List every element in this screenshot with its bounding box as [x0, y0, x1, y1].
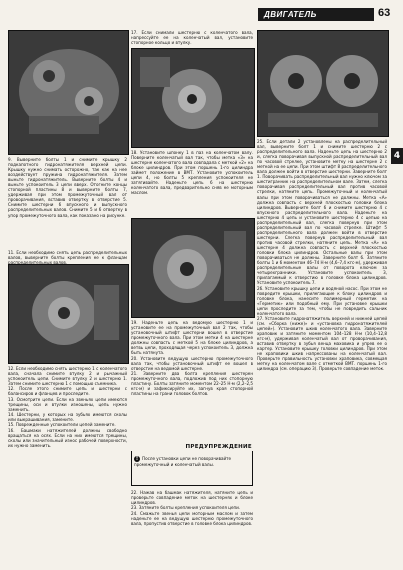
- paragraph: 16. Башмаки натяжителей должны свободно вращаться на осях. Если на них имеются трещины, сколы или значительный износ рабочей поверхности, их нужно заменить.: [8, 427, 127, 448]
- text-column-3: [257, 139, 387, 372]
- text-column-2-bottom: [131, 490, 253, 526]
- warning-text: ! После установки цепи не поворачивайте промежуточный и коленчатый валы.: [134, 456, 232, 467]
- paragraph: 26. Установите крышку цепи и водяной насос. При этом не повредите крышки, прилегающие к блоку цилиндров и головке блока, нанесите полимерный герметик на «Герметик» или подобный ему. При установке крышки цепи проследите за тем, чтобы не повредить сальник коленчатого вала.: [257, 285, 387, 316]
- paragraph: 18. Установите шпонку 1 в паз на коленчатом валу. Поверните коленчатый вал так, чтобы метка «3» на шестерне коленчатого вала совпадала с меткой «2» на блоке цилиндров. При этом поршень 1-го цилиндра займет положение в ВМТ. Установите успокоитель цепи 4, но болты 5 крепления успокоителя не затягивайте. Наденьте цепь 6 на шестерню коленчатого вала, предварительно сняв ее моторным маслом.: [131, 150, 253, 196]
- page-number: 63: [378, 7, 391, 19]
- text-column-1b: [8, 366, 127, 448]
- text-column-2-mid: [131, 320, 253, 396]
- text-column-1c: [8, 250, 127, 265]
- paragraph: 20. Установите ведущую шестерню промежуточного вала так, чтобы установочный штифт ее вошел в отверстие на ведомой шестерне.: [131, 355, 253, 371]
- paragraph: 19. Наденьте цепь на ведомую шестерню 1 и установите ее на промежуточный вал 2 так, чтобы установочный штифт шестерни вошел в отверстие промежуточного вала. При этом метки 4 на шестерне должны совпасть с меткой 5 на блоке цилиндров, а ветвь цепи, проходящая через успокоитель 3, должна быть натянута.: [131, 320, 253, 356]
- paragraph: 21. Заверните два болта крепления шестерен промежуточного вала, подложив под них стопорную пластину. Болты затяните моментом 22–25 Н·м (2,2–2,5 кгс·м) и зафиксируйте их, загнув края стопорной пластины на грани головок болтов.: [131, 370, 253, 397]
- text-column-2-top: [131, 30, 253, 45]
- section-header: ДВИГАТЕЛЬ: [258, 8, 374, 21]
- figure-intermediate-shaft: [131, 218, 255, 318]
- warning-icon: !: [135, 456, 139, 462]
- paragraph: 27. Установите гидронатяжитель верхней и нижней цепей (см. «Сборка (ниже)» и «установка гидронатяжителей цепей»). Установите шкив коленчатого вала. Заверните храповик и затяните моментом 104–128 Н·м (10,4–12,8 кгс·м), удерживая коленчатый вал от проворачивания, вставив отвертку в зубья венца маховика и упрев ее о картер. Установите крышку головки цилиндров. При этом не храповики шкив напрессованы на коленчатый вал. Проверьте правильность установки храповика, совмещая метку на коленчатом вале с отметкой ВМТ. поршень 1-го цилиндра (см. операцию 3). Проверьте совпадение меток.: [257, 316, 387, 372]
- figure-engine-mid-left: [8, 264, 129, 364]
- paragraph: 12. После этого снимите цепь и шестерни с балансиров и фланцев и проследите.: [8, 386, 127, 397]
- figure-crankshaft-gear: [131, 48, 255, 148]
- figure-engine-top-left: [8, 30, 129, 155]
- paragraph: 9. Выверните болты 1 и снимите крышку 2 подкапотного гидронатяжителя верхней цепи. Крышку нужно снимать осторожно, так как на нее воздействует пружина гидронатяжителя. Затем выньте гидронатяжитель. Выверните болты 4 и выньте успокоитель 3 цепи вверх. Отогните концы стопорной пластины 8 и выверните болты 7, удерживая при этом промежуточный вал от проворачивания, вставив отвертку в отверстие 5. Снимите шестерни 6 впускного и выпускного распределительных валов. Снимите 5 и 6 отвертку в упор промежуточного вала, как показано на рисунке.: [8, 157, 127, 218]
- chapter-tab: 4: [391, 148, 403, 164]
- paragraph: 22. Нажав на башмак натяжителя, натяните цепь и проверьте совпадение меток на шестернях и блоке цилиндров.: [131, 490, 253, 506]
- text-column-1: [8, 157, 127, 218]
- paragraph: 23. Затяните болты крепления успокоителя цепи.: [131, 505, 241, 511]
- figure-camshaft-gears: [257, 30, 389, 137]
- paragraph: 14. Шестерни, у которых на зубьях имеются сколы или выкрашивания, замените.: [8, 411, 127, 423]
- paragraph: 13. Осмотрите цепи. Если на звеньях цепи имеются трещины, оси и втулки изношены, цепь нужно заменить.: [8, 396, 127, 412]
- paragraph: 15. Поврежденные успокоители цепей замените.: [8, 422, 116, 428]
- warning-title: ПРЕДУПРЕЖДЕНИЕ: [132, 443, 252, 452]
- paragraph: 24. Смажьте звенья цепи моторным маслом и затем наденьте ее на ведущую шестерню промежуточного вала, пропустив отверстие в головке блока цилиндров.: [131, 510, 253, 526]
- paragraph: 17. Если снимали шестерню с коленчатого вала, напрессуйте ее на коленчатый вал, установите стопорное кольцо и втулку.: [131, 30, 253, 46]
- text-column-2-p18: [131, 150, 253, 196]
- paragraph: 25. Если детали 2 установлены на распределительный вал, выверните болт 1 и снимите шестерню 2 с распределительного вала. Наденьте цепь на шестерню 2 и, слегка поворачивая выпускной распределительный вал по часовой стрелке, установите метку на шестерне 2 с меткой на ее цепи. При этом штифт 8 распределительного вала должен войти в отверстие шестерни. Заверните болт 1. Поворачивать распределительный вал нужно ключом за шестигранник на распределительном вале. Затем, слегка поворачивая распределительный вал против часовой стрелки, натяните цепь. Промежуточный и коленчатый валы при этом поворачиваться не должны. Метка «А» должна совпасть с верхней плоскостью головки блока цилиндров. Выверните болт 6 и снимите шестерню 4 с впускного распределительного вала. Наденьте на шестерню 4 цепь и установите шестерню 4 с цепью на распределительный вал, слегка повернув при этом распределительный вал по часовой стрелке. Штифт 5 распределительного вала должен войти в отверстие шестерни. Слегка повернув распределительный вал против часовой стрелки, натяните цепь. Метка «А» на шестерне 4 должна совпасть с верхней плоскостью головки блока цилиндров. Остальные валы при этом поворачиваться не должны. Заверните болт 6. Затяните болты 1 и 6 моментом 46–74 Н·м (4,6–7,4 кгс·м), удерживая распределительные валы от поворота ключом за четырехгранники. Установите успокоитель 3, прилагаемый к отверстию в головке блока цилиндров. Установите успокоитель 7.: [257, 139, 387, 286]
- paragraph: 12. Если необходимо снять шестерню 1 с коленчатого вала, сначала снимите втулку 2 и рычажный успокоитель цепи. Снимите втулку 2 и шестерню 1. Затем снимите шестерню 1 с помощью съемника.: [8, 366, 127, 387]
- paragraph: 11. Если необходимо снять цепь распределительных валов, выверните болты крепления ее к фланцам распределительных валов.: [8, 250, 127, 266]
